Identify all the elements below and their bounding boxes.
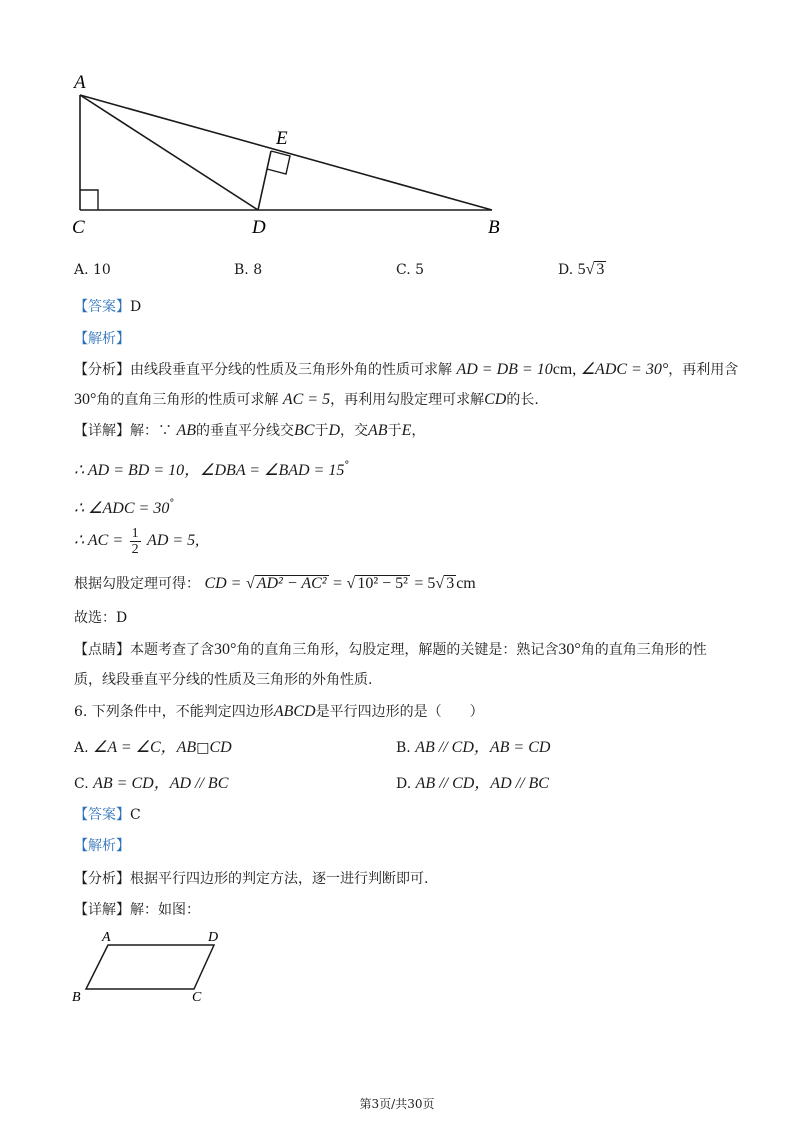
parallelogram-figure	[66, 925, 236, 1005]
q6-option-b: B. AB // CD，AB = CD	[396, 739, 551, 756]
segment-de	[258, 151, 271, 210]
q5-detail-line3: ∴ ∠ADC = 30°	[74, 498, 175, 517]
label-c: C	[192, 990, 202, 1005]
q6-option-a: A. ∠A = ∠C，AB□CD	[74, 739, 232, 756]
q5-detail-line5: 根据勾股定理可得： CD = √ AD² − AC² = √ 10² − 5² = 5√ 3 cm	[74, 575, 476, 592]
label-b: B	[488, 217, 500, 238]
label-e: E	[276, 128, 288, 149]
page-footer: 第3页/共30页	[359, 1097, 435, 1111]
q5-option-d: D. 5√ 3	[558, 261, 605, 278]
q5-option-a: A. 10	[74, 262, 111, 278]
q6-option-c: C. AB = CD，AD // BC	[74, 775, 229, 792]
label-a: A	[74, 72, 86, 93]
q6-fenxi: 【分析】根据平行四边形的判定方法，逐一进行判断即可.	[74, 871, 429, 887]
q5-option-c: C. 5	[396, 262, 425, 278]
segment-ad	[80, 95, 258, 210]
q5-choose: 故选：D	[74, 610, 128, 626]
parallelogram-abcd	[86, 945, 214, 989]
q5-fenxi-line1: 【分析】由线段垂直平分线的性质及三角形外角的性质可求解 AD = DB = 10cm, ∠ADC = 30°，再利用含	[74, 361, 739, 378]
q5-analysis-tag: 【解析】	[74, 331, 130, 347]
label-d: D	[208, 930, 219, 945]
q5-option-b: B. 8	[234, 262, 263, 278]
q6-analysis-tag: 【解析】	[74, 838, 130, 854]
q5-fenxi-line2: 30°角的直角三角形的性质可求解 AC = 5，再利用勾股定理可求解CD的长.	[74, 391, 539, 408]
q5-detail-line4: ∴ AC = $\frac{1}{2}$ AD = 5,	[74, 525, 200, 557]
fraction-one-half: $\frac{1}{2}$	[131, 525, 139, 557]
q5-detail-line2: ∴ AD = BD = 10，∠DBA = ∠BAD = 15°	[74, 460, 350, 479]
q6-detail: 【详解】解：如图：	[74, 902, 200, 918]
triangle-figure	[60, 70, 520, 240]
label-d: D	[252, 217, 266, 238]
q5-answer: 【答案】D	[74, 299, 142, 315]
q6-option-d: D. AB // CD，AD // BC	[396, 775, 549, 792]
q6-stem: 6. 下列条件中，不能判定四边形ABCD是平行四边形的是（ ）	[74, 703, 484, 720]
right-angle-mark-c	[80, 190, 98, 210]
q6-answer: 【答案】C	[74, 807, 141, 823]
label-b: B	[72, 990, 81, 1005]
segment-ab	[80, 95, 492, 210]
q5-detail-line1: 【详解】解：∵ AB的垂直平分线交BC于D，交AB于E，	[74, 422, 426, 439]
label-a: A	[102, 930, 111, 945]
q5-comment-line1: 【点睛】本题考查了含30°角的直角三角形，勾股定理，解题的关键是：熟记含30°角的直角三角形的性	[74, 641, 707, 658]
q5-comment-line2: 质，线段垂直平分线的性质及三角形的外角性质.	[74, 672, 373, 688]
label-c: C	[72, 217, 85, 238]
